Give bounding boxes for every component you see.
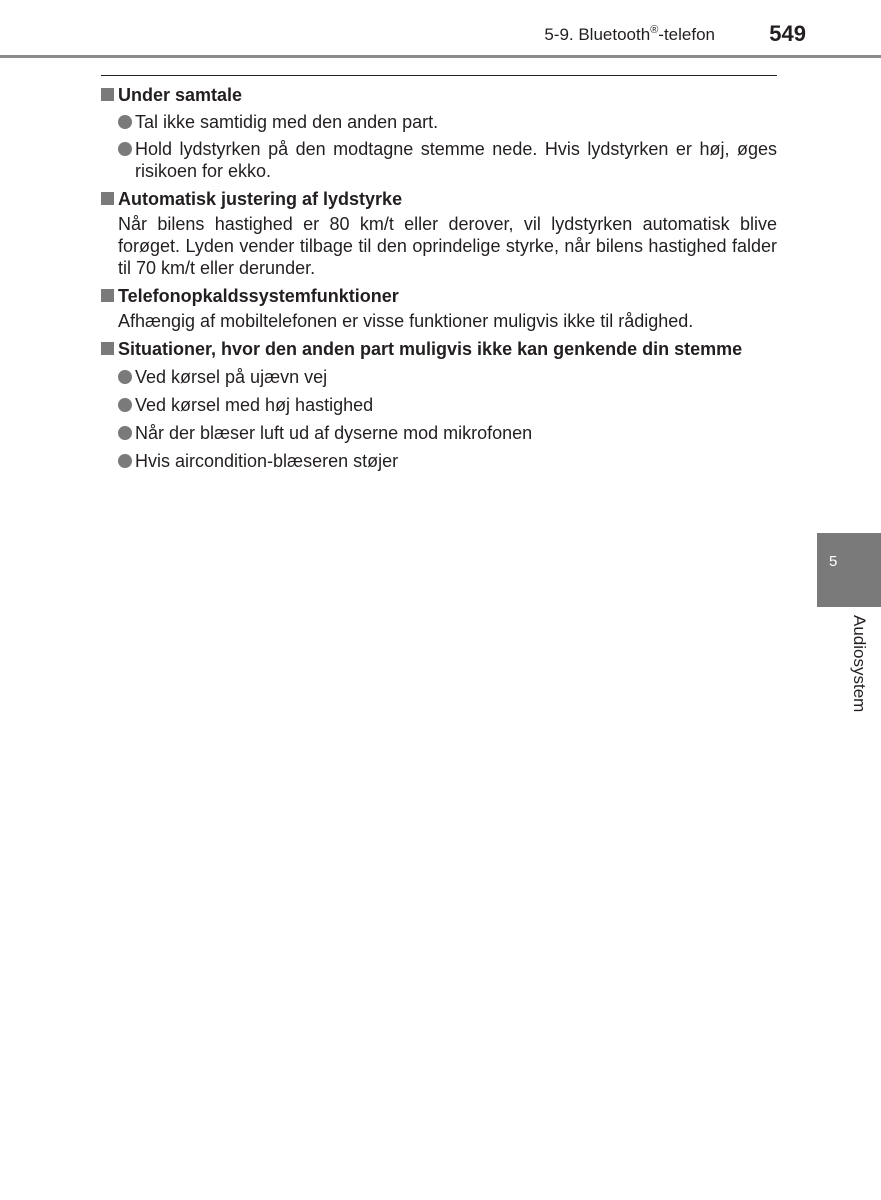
square-bullet-icon: [101, 342, 114, 355]
round-bullet-icon: [118, 142, 132, 156]
square-bullet-icon: [101, 88, 114, 101]
section-title: [544, 24, 715, 45]
section-paragraph: Afhængig af mobiltelefonen er visse funktioner muligvis ikke til rådighed.: [118, 311, 694, 331]
section-paragraph: Når bilens hastighed er 80 km/t eller derover, vil lydstyrken automatisk blive forøget. Lyden vender tilbage til den oprindelige styrke, når bilens hastighed falder til 70 km/t eller derunder.: [118, 214, 777, 278]
chapter-name: Audiosystem: [850, 615, 869, 713]
content-divider: [101, 75, 777, 76]
section-heading: Situationer, hvor den anden part muligvis ikke kan genkende din stemme: [101, 338, 777, 360]
round-bullet-icon: [118, 426, 132, 440]
content: [101, 84, 777, 478]
section-automatisk-justering: [101, 188, 777, 279]
section-under-samtale: [101, 84, 777, 182]
list-item: Hold lydstyrken på den modtagne stemme nede. Hvis lydstyrken er høj, øges risikoen for ekko.: [118, 138, 777, 182]
list-item: Tal ikke samtidig med den anden part.: [118, 111, 777, 133]
page-number: 549: [769, 21, 806, 46]
chapter-tab: [817, 533, 881, 607]
section-heading: Under samtale: [101, 84, 777, 106]
section-prefix: 5-9. Bluetooth: [544, 25, 651, 44]
square-bullet-icon: [101, 289, 114, 302]
section-situationer: [101, 338, 777, 472]
header-divider: [0, 55, 881, 58]
section-suffix: -telefon: [658, 25, 715, 44]
section-heading: Automatisk justering af lydstyrke: [101, 188, 777, 210]
square-bullet-icon: [101, 192, 114, 205]
list-item: Når der blæser luft ud af dyserne mod mikrofonen: [118, 422, 777, 444]
registered-mark: ®: [650, 24, 659, 36]
list-item: Ved kørsel på ujævn vej: [118, 366, 777, 388]
list-item: Hvis aircondition-blæseren støjer: [118, 450, 777, 472]
round-bullet-icon: [118, 370, 132, 384]
list-item: Ved kørsel med høj hastighed: [118, 394, 777, 416]
round-bullet-icon: [118, 115, 132, 129]
round-bullet-icon: [118, 398, 132, 412]
section-telefonopkald: [101, 285, 777, 332]
chapter-number: 5: [829, 553, 838, 570]
round-bullet-icon: [118, 454, 132, 468]
section-heading: Telefonopkaldssystemfunktioner: [101, 285, 777, 307]
